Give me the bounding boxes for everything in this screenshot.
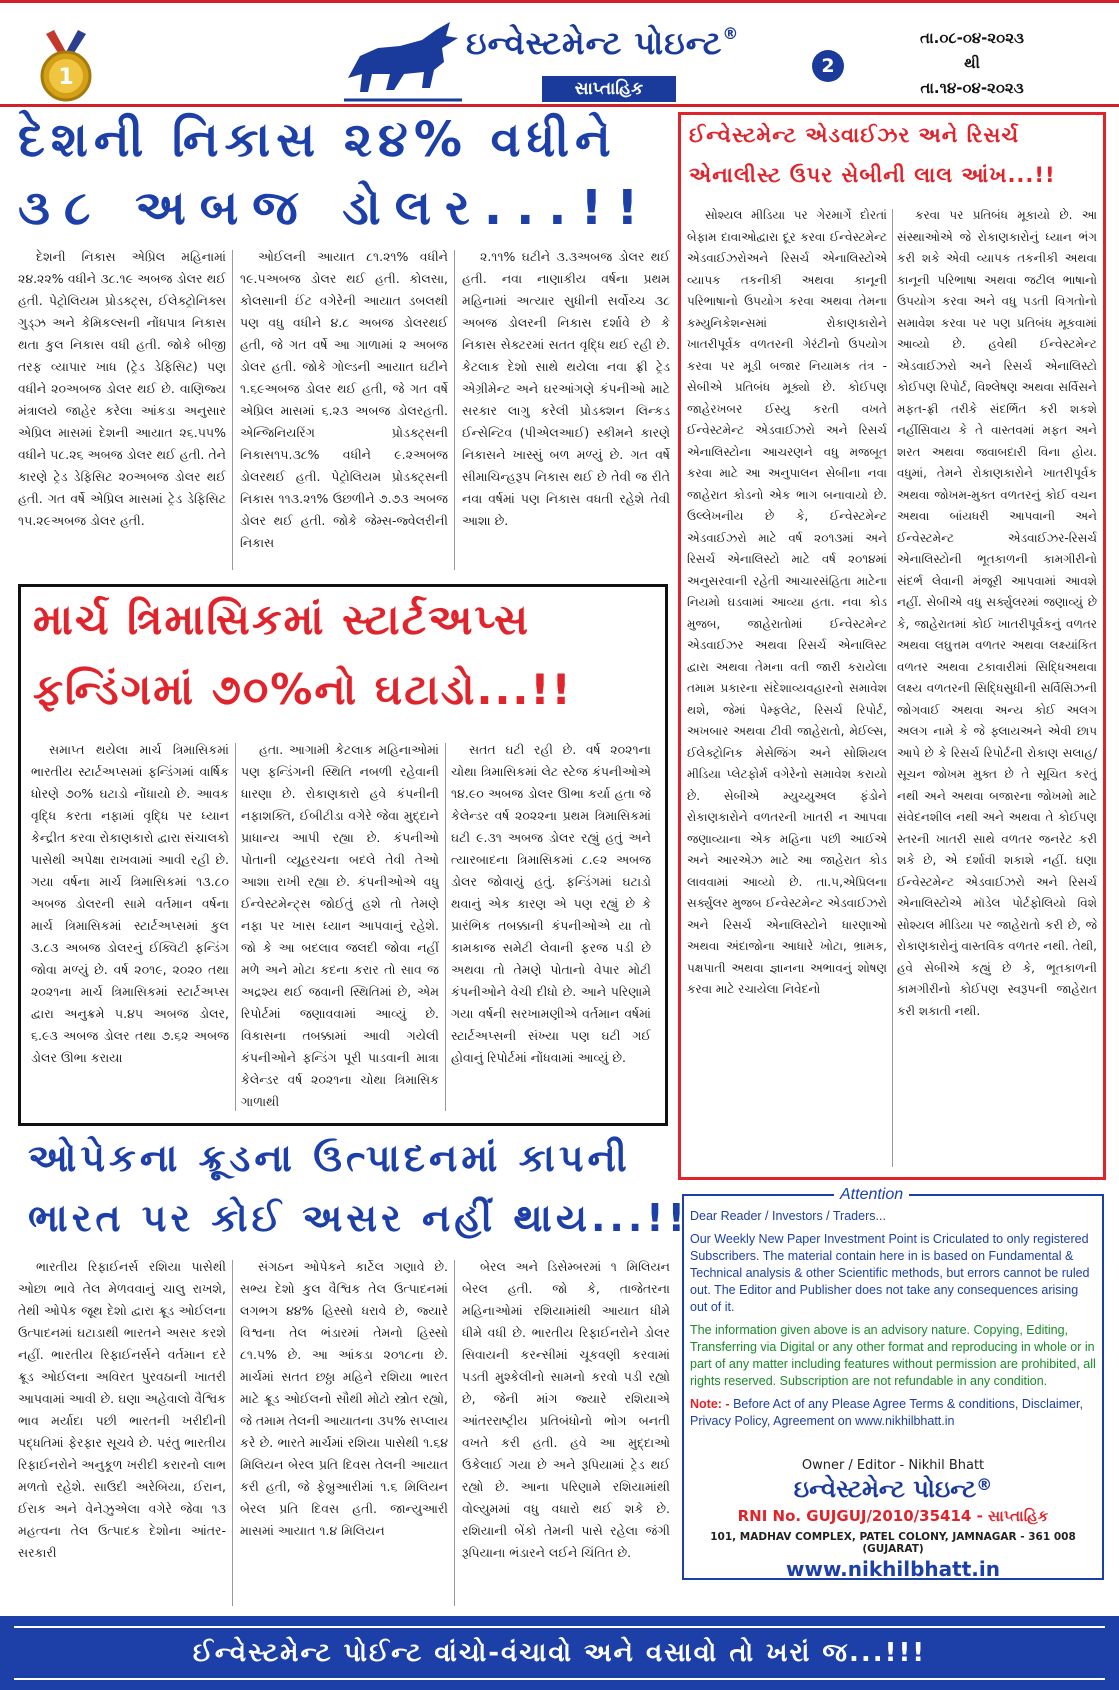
column-divider [454, 1260, 455, 1606]
article1-headline-line2: ૩૮ અબજ ડોલર...!! [18, 180, 653, 236]
article1-text-2: ઓઈલની આયાત ૮૧.૨૧% વધીને ૧૯.૫અબજ ડોલર થઈ હતી. કોલસા, કોલસાની ઈંટ વગેરેની આયાત ડબલથી પણ વધુ વધીને ૪.૮ અબજ ડોલરથઈ હતી, જે ગત વર્ષે આ ગાળામાં ૨ અબજ ડોલર હતી. જોકે ગોલ્ડની આયાત ઘટીને ૧.૬૯અબજ ડોલર થઈ હતી, જે ગત વર્ષે એપ્રિલ માસમાં ૬.૨૩ અબજ ડોલરહતી. એન્જિનિયરિંગ પ્રોડક્ટ્સની નિકાસ૧૫.૩૮% વધીને ૯.૨અબજ ડોલરથઈ હતી. પેટ્રોલિયમ પ્રોડક્ટ્સની નિકાસ ૧૧૩.૨૧% ઉછળીને ૭.૭૩ અબજ ડોલર થઈ હતી. જોકે જેમ્સ-જ્વેલરીની નિકાસ [240, 249, 448, 550]
article3-column-1 [18, 1256, 226, 1610]
article1-column-1 [18, 246, 226, 576]
article3-text-3: બેરલ અને ડિસેમ્બરમાં ૧ મિલિયન બેરલ હતી. જો કે, તાજેતરના મહિનાઓમાં રશિયામાંથી આયાત ધીમે ધીમે વધી છે. ભારતીય રિફાઈનરોને ડોલર સિવાયની કરન્સીમાં ચૂકવણી કરવામાં પડતી મુશ્કેલીનો સામનો કરવો પડી રહ્યો છે, જેની માંગ જ્યારે રશિયાએ આંતરરાષ્ટ્રીય પ્રતિબંધોનો ભોગ બનતી વખતે કરી હતી. હવે આ મુદ્દાઓ ઉકેલાઈ ગયા છે અને રૂપિયામાં ટ્રેડ થઈ રહ્યો છે. આના પરિણામે રશિયામાંથી વોલ્યુમમાં વધુ વધારો થઈ શકે છે. રશિયાની બેંકો તેમની પાસે રહેલા જંગી રૂપિયાના ભંડારને લઈને ચિંતિત છે. [462, 1259, 670, 1560]
article1-text-3: ૨.૧૧% ઘટીને ૩.૩અબજ ડોલર થઈ હતી. નવા નાણાકીય વર્ષના પ્રથમ મહિનામાં અત્યાર સુધીની સર્વોચ્ચ ૩૮ અબજ ડોલરની નિકાસ દર્શાવે છે કે નિકાસ સેક્ટરમાં સતત વૃદ્ધિ થઈ રહી છે. કેટલાક દેશો સાથે થયેલા નવા ફ્રી ટ્રેડ એગ્રીમેન્ટ અને ઘરઆંગણે કંપનીઓ માટે સરકાર લાગુ કરેલી પ્રોડક્શન લિન્કડ ઈન્સેન્ટિવ (પીએલઆઈ) સ્કીમને કારણે નિકાસને ખાસ્સું બળ મળ્યું છે. ગત વર્ષે સીમાચિન્હરૂપ નિકાસ થઈ છે તેવી જ રીતે નવા વર્ષમાં પણ નિકાસ વધતી રહેશે તેવી આશા છે. [462, 249, 670, 528]
address: 101, MADHAV COMPLEX, PATEL COLONY, JAMNAGAR - 361 008 (GUJARAT) [710, 1531, 1076, 1555]
article4-headline-line1: ઈન્વેસ્ટમેન્ટ એડવાઈઝર અને રિસર્ચ [689, 123, 1020, 147]
article4-headline-line2: એનાલીસ્ટ ઉપર સેબીની લાલ આંખ...!! [689, 163, 1056, 187]
column-divider [454, 250, 455, 570]
date-separator: થી [964, 54, 980, 72]
bull-logo-icon [338, 18, 468, 104]
date-from: તા.૦૮-૦૪-૨૦૨૩ [920, 29, 1025, 47]
article2-text-3: સતત ઘટી રહી છે. વર્ષ ૨૦૨૧ના ચોથા ત્રિમાસિકમાં લેટ સ્ટેજ કંપનીઓએ ૧૪.૯૦ અબજ ડોલર ઊભા કર્યા હતા જે કેલેન્ડર વર્ષ ૨૦૨૨ના પ્રથમ ત્રિમાસિકમાં ઘટી ૯.૩૧ અબજ ડોલર રહ્યું હતું અને ત્યારબાદના ત્રિમાસિકમાં ૮.૯૨ અબજ ડોલર જોવાયું હતું. ફન્ડિંગમાં ઘટાડો થવાનું એક કારણ એ પણ રહ્યું છે કે પ્રારંભિક તબક્કાની કંપનીઓએ યા તો કામકાજ સમેટી લેવાની ફરજ પડી છે અથવા તો તેમણે પોતાનો વેપાર મોટી કંપનીઓને વેચી દીધો છે. આને પરિણામે ગયા વર્ષની સરખામણીએ વર્તમાન વર્ષમાં સ્ટાર્ટઅપ્સની સંખ્યા પણ ઘટી ગઈ હોવાનું રિપોર્ટમાં નોંધવામાં આવ્યું છે. [451, 742, 651, 1065]
article3-headline-line1: ઓપેકના ક્રૂડના ઉત્પાદનમાં કાપની [28, 1136, 631, 1180]
masthead [0, 6, 1119, 106]
article3-column-2 [240, 1256, 448, 1610]
footer-band [0, 1616, 1119, 1690]
column-divider [232, 1260, 233, 1606]
note-label: Note: - [690, 1397, 730, 1411]
note-text: Before Act of any Please Agree Terms & conditions, Disclaimer, Privacy Policy, Agreement on www.nikhilbhatt.in [690, 1397, 1084, 1428]
attention-brand-name: ઇન્વેસ્ટમેન્ટ પોઇન્ટ [793, 1475, 977, 1503]
attention-box [682, 1186, 1104, 1581]
masthead-rule [0, 104, 1119, 107]
article1-column-3 [462, 246, 670, 576]
article3-column-3 [462, 1256, 670, 1610]
article4-column-1 [687, 205, 887, 1171]
article2-box [18, 584, 668, 1126]
medal-number: 1 [58, 65, 74, 90]
column-divider [892, 209, 893, 1167]
attention-greeting: Dear Reader / Investors / Traders... [690, 1209, 886, 1223]
registered-mark: ® [722, 24, 740, 43]
attention-note [690, 1396, 1098, 1430]
attention-paragraph-1: Our Weekly New Paper Investment Point is Criculated to only registered Subscribers. The material contain here in is based on Fundamental & Technical analysis & other Scientific methods, but errors cannot be ruled out. The Editor and Publisher does not take any consequences arising out of it. [690, 1232, 1090, 1314]
column-divider [235, 743, 236, 1111]
column-divider [445, 743, 446, 1111]
medal-icon [38, 30, 94, 104]
article2-text-1: સમાપ્ત થયેલા માર્ચ ત્રિમાસિકમાં ભારતીય સ્ટાર્ટઅપ્સમાં ફન્ડિંગમાં વાર્ષિક ધોરણે ૭૦% ઘટાડો નોંધાયો છે. આવક વૃદ્ધિ કરતા નફામાં વૃદ્ધિ પર ધ્યાન કેન્દ્રીત કરવા રોકાણકારો દ્વારા સંચાલકો પાસેથી અપેક્ષા રાખવામાં આવી રહી છે. ગયા વર્ષના માર્ચ ત્રિમાસિકમાં ૧૩.૮૦ અબજ ડોલરની સામે વર્તમાન વર્ષના માર્ચ ત્રિમાસિકમાં સ્ટાર્ટઅપ્સમાં કુલ ૩.૮૩ અબજ ડોલરનું ઈક્વિટી ફન્ડિંગ જોવા મળ્યું છે. વર્ષ ૨૦૧૯, ૨૦૨૦ તથા ૨૦૨૧ના માર્ચ ત્રિમાસિકમાં સ્ટાર્ટઅપ્સ દ્વારા અનુક્રમે ૫.૪૫ અબજ ડોલર, ૬.૯૩ અબજ ડોલર તથા ૭.૬૨ અબજ ડોલર ઊભા કરાયા [31, 742, 229, 1065]
article2-column-2 [241, 739, 439, 1115]
article3-text-1: ભારતીય રિફાઈનર્સ રશિયા પાસેથી ઓછા ભાવે તેલ મેળવવાનું ચાલુ રાખશે, તેથી ઓપેક જૂથ દેશો દ્વારા ક્રૂડ ઓઈલના ઉત્પાદનમાં ઘટાડાથી ભારતને અસર કરશે નહીં. ભારતીય રિફાઈનર્સને વર્તમાન દરે ક્રૂડ ઓઈલના અવિરત પુરવઠાની ખાતરી આપવામાં આવી છે. ઘણા અહેવાલો વૈશ્વિક ભાવ મર્યાદા પછી ભારતની ખરીદીની પદ્ધતિમાં ફેરફાર સૂચવે છે. પરંતુ ભારતીય રિફાઈનરોને અનુકૂળ ખરીદી કરારનો લાભ મળતો રહેશે. સાઉદી અરેબિયા, ઈરાન, ઈરાક અને વેનેઝુએલા વગેરે જેવા ૧૩ મહત્વના તેલ ઉત્પાદક દેશોના આંતર-સરકારી [18, 1259, 226, 1560]
article1-headline-line1: દેશની નિકાસ ૨૪% વધીને [18, 112, 617, 168]
rni-number: RNI No. GUJGUJ/2010/35414 - સાપ્તાહિક [737, 1507, 1049, 1525]
article3-text-2: સંગઠન ઓપેકને કાર્ટેલ ગણાવે છે. સભ્ય દેશો કુલ વૈશ્વિક તેલ ઉત્પાદનમાં લગભગ ૪૪% હિસ્સો ધરાવે છે, જ્યારે વિશ્વના તેલ ભંડારમાં તેમનો હિસ્સો ૮૧.૫% છે. આ આંકડા ૨૦૧૮ના છે. માર્ચમાં સતત છઠ્ઠા મહિને રશિયા ભારત માટે ક્રૂડ ઓઈલનો સૌથી મોટો સ્ત્રોત રહ્યો, જે તમામ તેલની આયાતના ૩૫% સપ્લાય કરે છે. ભારતે માર્ચમાં રશિયા પાસેથી ૧.૬૪ મિલિયન બેરલ પ્રતિ દિવસ તેલની આયાત કરી હતી, જે ફેબ્રુઆરીમાં ૧.૬ મિલિયન બેરલ પ્રતિ દિવસ હતી. જાન્યુઆરી માસમાં આયાત ૧.૪ મિલિયન [240, 1259, 448, 1538]
registered-mark: ® [976, 1475, 993, 1494]
attention-paragraph-2: The information given above is an advisory nature. Copying, Editing, Transferring via Digital or any other format and reproducing in whole or in part of any matter including features without permission are prohibited, all rights reserved. Subscription are not refundable in any condition. [690, 1323, 1096, 1388]
attention-footer [684, 1458, 1102, 1581]
article4-text-2: કરવા પર પ્રતિબંધ મૂકાયો છે. આ સંસ્થાઓએ જે રોકાણકારોનું ધ્યાન ભંગ કરી શકે એવી વ્યાપક તકનીકી અથવા કાનૂની પરિભાષા અથવા જટીલ ભાષાનો ઉપયોગ કરવા અને વધુ પડતી વિગતોનો સમાવેશ કરવા પર પણ પ્રતિબંધ મૂકવામાં આવ્યો છે. હવેથી ઈન્વેસ્ટમેન્ટ એડવાઈઝરો અને રિસર્ચ એનાલિસ્ટો કોઈપણ રિપોર્ટ, વિશ્લેષણ અથવા સર્વિસને મફત-ફ્રી તરીકે સંદર્ભિત કરી શકશે નહીંસિવાય કે તે વાસ્તવમાં મફત અને શરત અથવા જવાબદારી વિના હોય. વધુમાં, તેમને રોકાણકારોને ખાતરીપૂર્વક અથવા જોખમ-મુક્ત વળતરનું કોઈ વચન અથવા બાંયધરી આપવાની અને ઈન્વેસ્ટમેન્ટ એડવાઈઝર-રિસર્ચ એનાલિસ્ટોની ભૂતકાળની કામગીરીનો સંદર્ભ લેવાની મંજૂરી આપવામાં આવશે નહીં. સેબીએ વધુ સર્ક્યુલરમાં જણાવ્યું છે કે, જાહેરાતમાં કોઈ ખાતરીપૂર્વકનું વળતર અથવા લઘુત્તમ વળતર અથવા લક્ષ્યાંકિત વળતર અથવા ટકાવારીમાં સિદ્ધિઅથવા લક્ષ્ય વળતરની સિદ્ધિસુધીની સર્વિસિઝની જોગવાઈ અથવા અન્ય કોઈ અલગ અલગ નામે કે જે ફ્લાયઅને એવી છાપ આપે છે કે રિસર્ચ રિપોર્ટની રોકાણ સલાહ/સૂચન જોખમ મુક્ત છે તે સૂચિત કરતું નથી અને અથવા બજારના જોખમો માટે સંવેદનશીલ નથી અને અથવા તે કોઈપણ સ્તરની ખાતરી સાથે વળતર જનરેટ કરી શકે છે, એ દર્શાવી શકાશે નહીં. ઘણા ઈન્વેસ્ટમેન્ટ એડવાઈઝરો અને રિસર્ચ એનાલિસ્ટોએ મૉડેલ પોર્ટફોલિયો વિશે સોશ્યલ મીડિયા પર જાહેરાતો કરી છે, જે રોકાણકારોનું વાસ્તવિક વળતર નથી. તેથી, હવે સેબીએ કહ્યું છે કે, ભૂતકાળની કામગીરીનો કોઈપણ સ્વરૂપની જાહેરાત કરી શકાતી નથી. [897, 208, 1097, 1018]
article2-column-1 [31, 739, 229, 1115]
article1-text-1: દેશની નિકાસ એપ્રિલ મહિનામાં ૨૪.૨૨% વધીને ૩૮.૧૯ અબજ ડોલર થઈ હતી. પેટ્રોલિયમ પ્રોડક્ટ્સ, ઈલેક્ટ્રોનિક્સ ગુડ્ઝ અને કેમિકલ્સની નોંધપાત્ર નિકાસ થતા કુલ નિકાસ વધી હતી. જોકે બીજી તરફ વ્યાપાર ખાધ (ટ્રેડ ડેફિસિટ) પણ વધીને ૨૦અબજ ડોલર થઈ છે. વાણિજ્ય મંત્રાલયે જાહેર કરેલા આંકડા અનુસાર એપ્રિલ માસમાં દેશની આયાત ૨૬.૫૫% વધીને ૫૮.૨૬ અબજ ડોલર થઈ હતી. તેને કારણે ટ્રેડ ડેફિસિટ ૨૦અબજ ડોલર થઈ હતી. ગત વર્ષે એપ્રિલ માસમાં ટ્રેડ ડેફિસિટ ૧૫.૨૯અબજ ડોલર હતી. [18, 249, 226, 528]
footer-slogan: ઈન્વેસ્ટમેન્ટ પોઈન્ટ વાંચો-વંચાવો અને વસાવો તો ખરાં જ...!!! [14, 1626, 1105, 1680]
article2-headline-line1: માર્ચ ત્રિમાસિકમાં સ્ટાર્ટઅપ્સ [33, 595, 530, 644]
owner-editor: Owner / Editor - Nikhil Bhatt [801, 1458, 985, 1473]
attention-title: Attention [834, 1186, 909, 1204]
article2-text-2: હતા. આગામી કેટલાક મહિનાઓમાં પણ ફન્ડિંગની સ્થિતિ નબળી રહેવાની ધારણા છે. રોકાણકારો હવે કંપનીની નફાશક્તિ, ઈબીટીડા વગેરે જેવા મુદ્દાને પ્રાધાન્ય આપી રહ્યા છે. કંપનીઓ પોતાની વ્યૂહરચના બદલે તેવી તેઓ આશા રાખી રહ્યા છે. કંપનીઓએ વધુ ઈન્વેસ્ટમેન્ટ્સ જોઈતું હશે તો તેમણે નફા પર ખાસ ધ્યાન આપવાનું રહેશે. જો કે આ બદલાવ જલદી જોવા નહીં મળે અને મોટા કદના કરાર તો સાવ જ અદ્રશ્ય થઈ જવાની સ્થિતિમાં છે, એમ રિપોર્ટમાં જણાવવામાં આવ્યું છે. વિકાસના તબક્કામાં આવી ગયેલી કંપનીઓને ફન્ડિંગ પૂરી પાડવાની માત્રા કેલેન્ડર વર્ષ ૨૦૨૧ના ચોથા ત્રિમાસિક ગાળાથી [241, 742, 439, 1109]
article2-column-3 [451, 739, 651, 1115]
brand-title [466, 24, 739, 63]
date-to: તા.૧૪-૦૪-૨૦૨૩ [920, 79, 1024, 97]
attention-brand [684, 1475, 1102, 1503]
article4-text-1: સોશ્યલ મીડિયા પર ગેરમાર્ગે દોરતાં બેફામ દાવાઓદ્વારા દૂર કરવા ઈન્વેસ્ટમેન્ટ એડવાઈઝરોઅને રિસર્ચ એનાલિસ્ટોએ વ્યાપક તકનીકી અથવા કાનૂની પરિભાષાનો ઉપયોગ કરવા અથવા તેમના કમ્યુનિકેશન્સમાં રોકાણકારોને ખાતરીપૂર્વક વળતરની ગેરંટીનો ઉપયોગ કરવા પર મૂડી બજાર નિયામક તંત્ર - સેબીએ પ્રતિબંધ મૂક્યો છે. કોઈપણ જાહેરખબર ઈસ્યુ કરતી વખતે ઈન્વેસ્ટમેન્ટ એડવાઈઝરો અને રિસર્ચ એનાલિસ્ટોના આચરણને વધુ મજબૂત કરવા માટે આ અનુપાલન સેબીના નવા જાહેરાત કોડનો એક ભાગ બનાવાયો છે. ઉલ્લેખનીય છે કે, ઈન્વેસ્ટમેન્ટ એડવાઈઝરો માટે વર્ષ ૨૦૧૩માં અને રિસર્ચ એનાલિસ્ટો માટે વર્ષ ૨૦૧૪માં અનુસરવાની રહેતી આચારસંહિતા માટેના નિયમો ઘડવામાં આવ્યા હતા. નવા કોડ મુજબ, જાહેરાતોમાં ઈન્વેસ્ટમેન્ટ એડવાઈઝર અથવા રિસર્ચ એનાલિસ્ટ દ્વારા અથવા તેમના વતી જારી કરાયેલા તમામ પ્રકારના સંદેશાવ્યવહારનો સમાવેશ થશે, જેમાં પેમ્ફલેટ, રિસર્ચ રિપોર્ટ, અખબાર અથવા ટીવી જાહેરાતો, મેઈલ્સ, ઈલેક્ટ્રોનિક મેસેજિંગ અને સોશિયલ મીડિયા પ્લેટફોર્મ વગેરેનો સમાવેશ કરાયો છે. સેબીએ મ્યુચ્યુઅલ ફંડોને રોકાણકારોને વળતરની ખાતરી ન આપવા જણાવ્યાના એક મહિના પછી આઈએ અને આરએઝ માટે આ જાહેરાત કોડ લાવવામાં આવ્યો છે. તા.૫,એપ્રિલના સર્ક્યુલર મુજબ ઈન્વેસ્ટમેન્ટ એડવાઈઝરો અને રિસર્ચ એનાલિસ્ટોને ધારણાઓ અથવા અંદાજોના આધારે ખોટા, ભ્રામક, પક્ષપાતી અથવા જ્ઞાનના અભાવનું શોષણ કરવા માટે રચાયેલા નિવેદનો [687, 208, 887, 996]
article2-headline-line2: ફન્ડિંગમાં ૭૦%નો ઘટાડો...!! [33, 665, 573, 714]
article4-column-2 [897, 205, 1097, 1171]
attention-body [690, 1208, 1098, 1430]
website-link[interactable]: www.nikhilbhatt.in [786, 1557, 1000, 1581]
issue-dates [920, 26, 1024, 101]
article1-column-2 [240, 246, 448, 576]
brand-name: ઇન્વેસ્ટમેન્ટ પોઇન્ટ [466, 24, 723, 62]
article3-headline-line2: ભારત પર કોઈ અસર નહીં થાય...!! [28, 1196, 689, 1240]
top-rule [0, 0, 1119, 3]
column-divider [232, 250, 233, 570]
article4-box [678, 112, 1106, 1180]
page-number-badge: 2 [812, 50, 844, 82]
weekly-label: સાપ્તાહિક [542, 76, 676, 102]
